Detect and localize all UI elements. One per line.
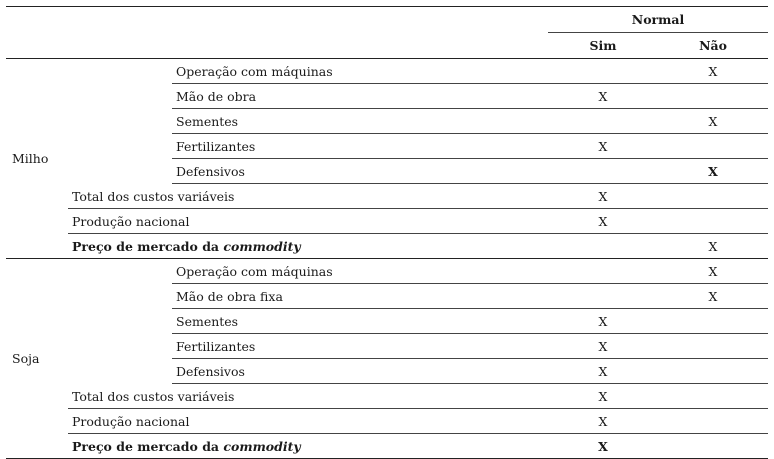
item-label: Mão de obra [172, 84, 548, 109]
table-row [6, 84, 768, 109]
table-row [6, 409, 768, 434]
price-label-commodity: commodity [223, 238, 301, 254]
indent-cell [68, 84, 172, 109]
table-row [6, 159, 768, 184]
mark-cell: X [658, 284, 768, 309]
item-label: Mão de obra fixa [172, 284, 548, 309]
indent-cell [68, 159, 172, 184]
header-normal: Normal [548, 7, 768, 33]
table-row [6, 209, 768, 234]
item-label: Defensivos [172, 159, 548, 184]
table-row [6, 359, 768, 384]
mark-cell [658, 309, 768, 334]
mark-cell [658, 184, 768, 209]
mark-cell [658, 409, 768, 434]
indent-cell [68, 109, 172, 134]
mark-cell: X [548, 134, 658, 159]
indent-cell [68, 359, 172, 384]
price-label-prefix: Preço de mercado da [72, 238, 224, 254]
table-row [6, 384, 768, 409]
group-label: Soja [6, 259, 68, 459]
header-sim: Sim [548, 33, 658, 59]
header-row-columns [6, 33, 768, 59]
mark-cell [548, 259, 658, 284]
item-label: Fertilizantes [172, 134, 548, 159]
indent-cell [68, 59, 172, 84]
header-blank-cell [6, 33, 548, 59]
mark-cell [658, 384, 768, 409]
mark-cell: X [548, 359, 658, 384]
price-label [68, 434, 548, 459]
mark-cell: X [658, 109, 768, 134]
group-label: Milho [6, 59, 68, 259]
mark-cell: X [548, 384, 658, 409]
mark-cell: X [548, 334, 658, 359]
price-label [68, 234, 548, 259]
item-label: Operação com máquinas [172, 59, 548, 84]
indent-cell [68, 134, 172, 159]
table-row [6, 309, 768, 334]
item-label: Defensivos [172, 359, 548, 384]
mark-cell: X [658, 159, 768, 184]
mark-cell [658, 134, 768, 159]
price-label-prefix: Preço de mercado da [72, 438, 224, 454]
indent-cell [68, 334, 172, 359]
item-label: Sementes [172, 109, 548, 134]
header-blank-cell [6, 7, 548, 33]
item-label: Sementes [172, 309, 548, 334]
indent-cell [68, 284, 172, 309]
table-row [6, 109, 768, 134]
indent-cell [68, 259, 172, 284]
classification-table [6, 6, 768, 459]
mark-cell [548, 59, 658, 84]
mark-cell: X [658, 234, 768, 259]
mark-cell: X [548, 84, 658, 109]
table-body [6, 7, 768, 459]
mark-cell [548, 234, 658, 259]
mark-cell [658, 209, 768, 234]
table-row [6, 259, 768, 284]
item-label: Fertilizantes [172, 334, 548, 359]
total-label: Total dos custos variáveis [68, 384, 548, 409]
header-nao: Não [658, 33, 768, 59]
price-label-commodity: commodity [223, 438, 301, 454]
mark-cell [658, 334, 768, 359]
table-row [6, 284, 768, 309]
table-row [6, 134, 768, 159]
mark-cell: X [658, 259, 768, 284]
mark-cell: X [548, 309, 658, 334]
table-row [6, 184, 768, 209]
table-row [6, 234, 768, 259]
mark-cell: X [548, 184, 658, 209]
mark-cell [548, 109, 658, 134]
table-row [6, 434, 768, 459]
mark-cell [548, 284, 658, 309]
item-label: Operação com máquinas [172, 259, 548, 284]
mark-cell [658, 359, 768, 384]
mark-cell [658, 84, 768, 109]
header-row-group [6, 7, 768, 33]
total-label: Produção nacional [68, 209, 548, 234]
mark-cell: X [548, 409, 658, 434]
total-label: Total dos custos variáveis [68, 184, 548, 209]
table-row [6, 59, 768, 84]
mark-cell [548, 159, 658, 184]
mark-cell: X [548, 434, 658, 459]
total-label: Produção nacional [68, 409, 548, 434]
indent-cell [68, 309, 172, 334]
mark-cell: X [658, 59, 768, 84]
table-row [6, 334, 768, 359]
mark-cell: X [548, 209, 658, 234]
mark-cell [658, 434, 768, 459]
